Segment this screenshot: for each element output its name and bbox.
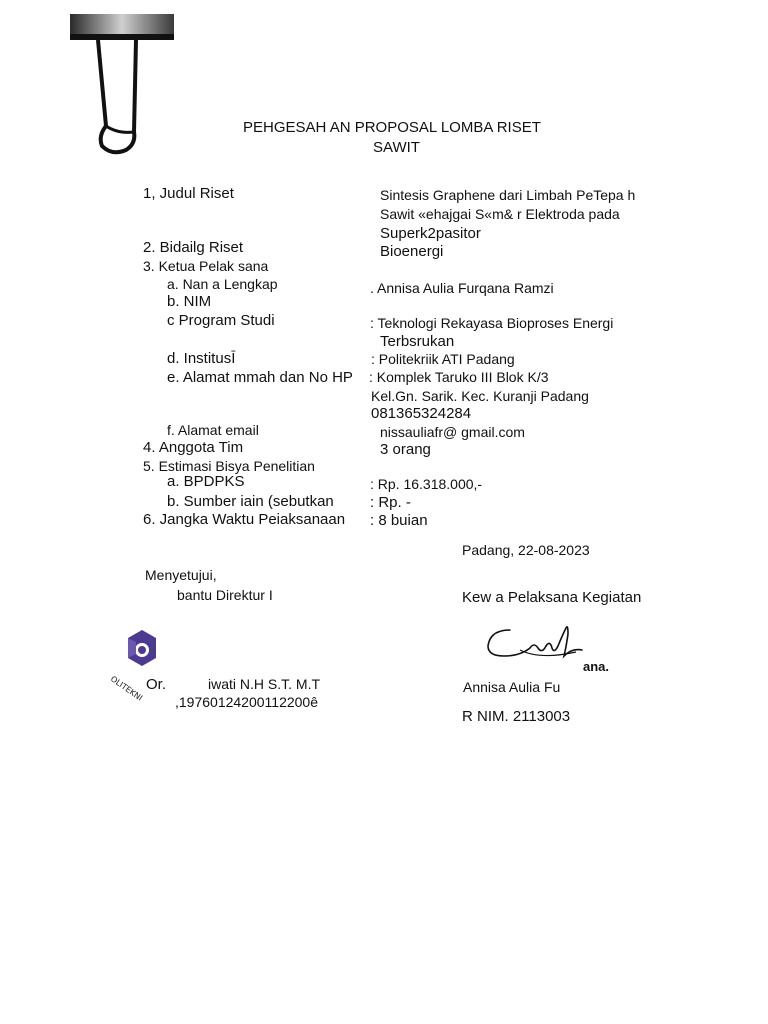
approver-nip: ,19760124200112200ê [175,694,319,710]
menyetujui-text: Menyetujui, [145,567,217,583]
ketua-pelaksana-title: Kew a Pelaksana Kegiatan [462,589,642,606]
alamat-value-line2: Kel.Gn. Sarik. Kec. Kuranji Padang [371,388,589,404]
document-title: PEHGESAH AN PROPOSAL LOMBA RISET [243,119,541,136]
judul-value-line1: Sintesis Graphene dari Limbah PeTepa h [380,187,636,203]
bidang-value: Bioenergi [380,243,444,260]
sumber-label: b. Sumber iain (sebutkan [167,493,334,510]
polytechnic-logo [104,628,184,718]
email-value: nissauliafr@ gmail.com [380,424,525,440]
binder-clip-image [68,14,178,164]
logo-text: OLITEKNI [108,674,145,703]
institusi-value: : Politekriik ATI Padang [371,351,515,367]
alamat-value-line3: 081365324284 [371,405,472,422]
signature-image [480,622,590,668]
approver-prefix: Or. [146,676,167,693]
prodi-label: c Program Studi [167,312,275,329]
signer-name: Annisa Aulia Fu [463,679,561,695]
wadir-title: bantu Direktur I [177,587,273,603]
anggota-value: 3 orang [380,441,431,458]
prodi-value-line1: : Teknologi Rekayasa Bioproses Energi [370,315,614,331]
estimasi-label: 5. Estimasi Bisya Penelitian [143,458,315,474]
sumber-value: : Rp. - [370,494,411,511]
approver-name: iwati N.H S.T. M.T [208,676,321,692]
alamat-value-line1: : Komplek Taruko III Blok K/3 [369,369,549,385]
email-label: f. Alamat email [167,422,259,438]
nim-label: b. NIM [167,293,212,310]
judul-value-line2: Sawit «ehajgai S«m& r Elektroda pada [380,206,620,222]
signature-tail: ana. [583,659,610,674]
institusi-label: d. InstitusĪ [167,350,236,367]
signer-nim: R NIM. 2113003 [462,708,571,725]
alamat-label: e. Alamat mmah dan No HP [167,369,353,386]
bpdpks-label: a. BPDPKS [167,473,245,490]
prodi-value-line2: Terbsrukan [380,333,455,350]
judul-label: 1, Judul Riset [143,185,234,202]
ketua-label: 3. Ketua Pelak sana [143,258,269,274]
anggota-label: 4. Anggota Tim [143,439,244,456]
jangka-label: 6. Jangka Waktu Peiaksanaan [143,511,346,528]
bpdpks-value: : Rp. 16.318.000,- [370,476,483,492]
document-title-line2: SAWIT [373,139,420,156]
place-date: Padang, 22-08-2023 [462,542,590,558]
jangka-value: : 8 buian [370,512,428,529]
bidang-label: 2. Bidailg Riset [143,239,244,256]
nama-value: . Annisa Aulia Furqana Ramzi [370,280,554,296]
nama-label: a. Nan a Lengkap [167,276,278,292]
judul-value-line3: Superk2pasitor [380,225,481,242]
